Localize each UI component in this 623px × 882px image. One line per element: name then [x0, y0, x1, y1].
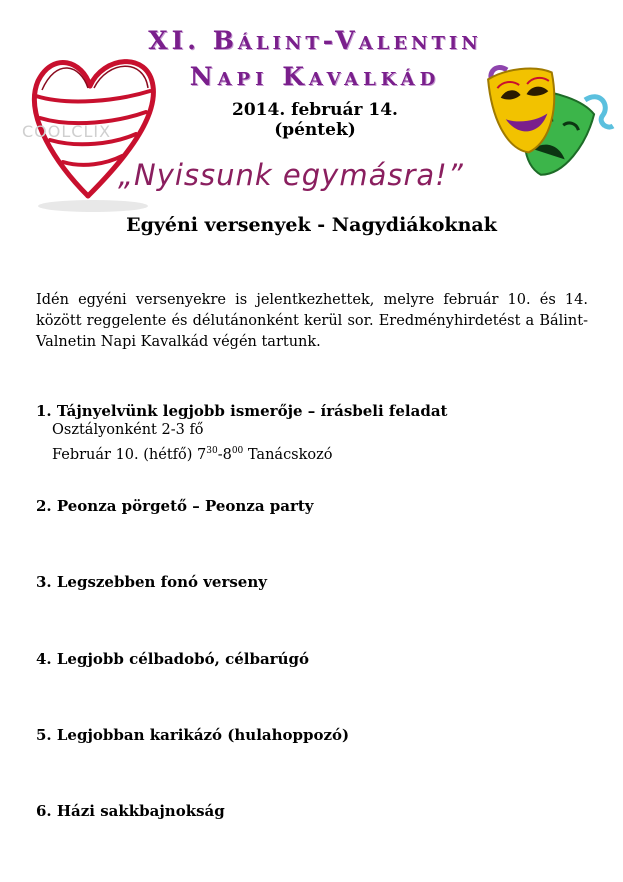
detail-time-start-minutes: 30 — [206, 446, 218, 456]
competition-item-5: 5. Legjobban karikázó (hulahoppozó) — [36, 726, 350, 744]
competition-item-2: 2. Peonza pörgető – Peonza party — [36, 497, 314, 515]
detail-place: Tanácskozó — [243, 446, 333, 463]
detail-time-end-minutes: 00 — [231, 446, 244, 456]
detail-time-end: -8 — [217, 446, 232, 463]
section-subtitle: Egyéni versenyek - Nagydiákoknak — [126, 214, 497, 236]
motto: „Nyissunk egymásra!” — [118, 158, 464, 192]
watermark: COOLCLIX — [22, 122, 112, 141]
competition-item-4: 4. Legjobb célbadobó, célbarúgó — [36, 650, 309, 668]
event-date: 2014. február 14. (péntek) — [232, 100, 398, 140]
competition-item-1: 1. Tájnyelvünk legjobb ismerője – írásbeli feladat — [36, 402, 448, 420]
competition-item-3: 3. Legszebben fonó verseny — [36, 573, 267, 591]
competition-item-1-detail-2 — [52, 441, 333, 466]
intro-paragraph: Idén egyéni versenyekre is jelentkezhettek, melyre február 10. és 14. között reggelente és délutánonként kerül sor. Eredményhirdetést a Bálint-Valnetin Napi Kavalkád végén tartunk. — [36, 292, 588, 350]
detail-date: Február 10. (hétfő) 7 — [52, 446, 207, 463]
title-line-2: Napi Kavalkád — [189, 62, 441, 91]
competition-item-6: 6. Házi sakkbajnokság — [36, 802, 225, 820]
title-line-1: XI. Bálint-Valentin — [148, 26, 482, 55]
competition-item-1-detail-1: Osztályonként 2-3 fő — [52, 422, 204, 438]
